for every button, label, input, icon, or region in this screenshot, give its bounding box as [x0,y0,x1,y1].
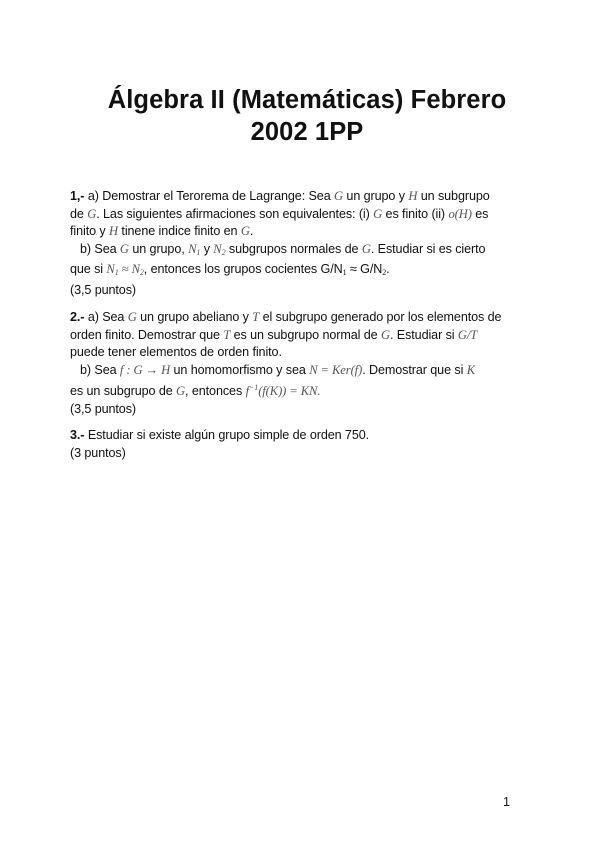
math-G: G [240,224,250,239]
math-order-H: o(H) [448,206,472,221]
problem-2-text: , entonces [185,384,243,399]
problem-2-number: 2.- [70,310,85,324]
problem-1 [70,188,540,300]
math-G: G [119,241,129,256]
problem-1-line-2 [70,206,540,224]
problem-1-points: (3,5 puntos) [70,282,137,297]
problem-2-a-label: a) [87,310,99,324]
math-H: H [408,189,418,203]
problem-1-text: un grupo, [132,241,185,256]
title-line-1: Álgebra II (Matemáticas) Febrero [107,86,507,114]
math-N1-iso-N2: N1 ≈ N2 [106,262,144,278]
problem-1-text: que si [70,262,104,277]
problem-1-number: 1,- [70,189,85,203]
math-G: G [334,189,344,203]
problem-1-text: G/N [360,262,383,277]
math-G: G [361,241,371,256]
problem-2-b-label: b) Sea [80,362,117,377]
problem-2 [70,309,540,419]
math-f-map: f : G → H [119,362,171,377]
math-G-over-T: G/T [457,327,478,342]
math-G: G [87,206,97,221]
problem-1-text: es [475,206,489,221]
problem-1-text: un subgrupo [420,189,490,203]
math-T: T [252,310,260,324]
problem-2-text: un grupo abeliano y [140,310,249,324]
subscript: 2 [382,268,387,278]
page-number: 1 [503,795,510,809]
title-line-2: 2002 1PP [250,118,364,146]
problem-3-line-1 [70,427,540,445]
problem-1-text: . Las siguientes afirmaciones son equivalentes: (i) [96,206,370,221]
math-kernel: N = Ker(f) [309,362,363,377]
math-G: G [380,327,390,342]
problem-1-text: , entonces los grupos cocientes G/N [143,262,343,277]
problem-2-text: Sea [102,310,125,324]
problem-1-text: un grupo y [346,189,405,203]
problem-1-b-line-1 [70,241,540,262]
math-G: G [127,310,137,324]
problem-2-line-1 [70,309,540,327]
math-preimage: $f^{-1}(f(K))$ = KN. [245,383,321,399]
problem-3-number: 3.- [70,428,85,442]
math-H: H [109,224,119,239]
problem-2-text: . Demostrar que si [362,362,464,377]
math-K: K [466,362,475,377]
problem-1-line-3: finito y H tinene indice finito en G. [70,224,254,239]
math-G: G [373,206,383,221]
problem-2-b-line-2 [70,379,540,401]
problem-1-text: Demostrar el Terorema de Lagrange: Sea [102,189,331,203]
problem-1-text: tinene indice finito en [121,224,238,239]
problem-2-b-line-1 [70,362,540,380]
problem-2-text: un homomorfismo y sea [173,362,306,377]
problem-3-text: Estudiar si existe algún grupo simple de orden 750. [87,428,370,442]
problem-1-text: y [203,241,210,256]
problem-1-a-label: a) [87,189,99,203]
math-T: T [223,327,231,342]
iso-symbol: ≈ [349,262,357,277]
problem-2-text: el subgrupo generado por los elementos de [262,310,502,324]
problem-1-line-1 [70,188,540,206]
document-title [0,84,614,148]
problem-1-text: finito y [70,224,106,239]
problem-1-text: subgrupos normales de [228,241,359,256]
problem-3-points: (3 puntos) [70,445,126,460]
problem-2-text: orden finito. Demostrar que [70,327,220,342]
problem-1-text: de [70,206,84,221]
problem-2-text: es un subgrupo normal de [233,327,378,342]
problem-2-line-3: puede tener elementos de orden finito. [70,345,282,360]
problem-1-b-label: b) Sea [80,241,117,256]
problem-3 [70,427,540,462]
problem-2-points: (3,5 puntos) [70,401,137,416]
problem-2-text: es un subgrupo de [70,384,173,399]
problem-2-text: . Estudiar si [389,327,455,342]
problem-1-text: es finito (ii) [385,206,446,221]
math-G: G [176,384,186,399]
problem-1-text: . Estudiar si es cierto [370,241,486,256]
problem-1-b-line-2: que si N1 ≈ N2, entonces los grupos cocientes G/N1 ≈ G/N2. [70,262,390,278]
math-N2: N2 [213,241,226,257]
math-N1: N1 [188,241,201,257]
subscript: 1 [342,268,347,278]
problem-2-line-2 [70,327,540,345]
